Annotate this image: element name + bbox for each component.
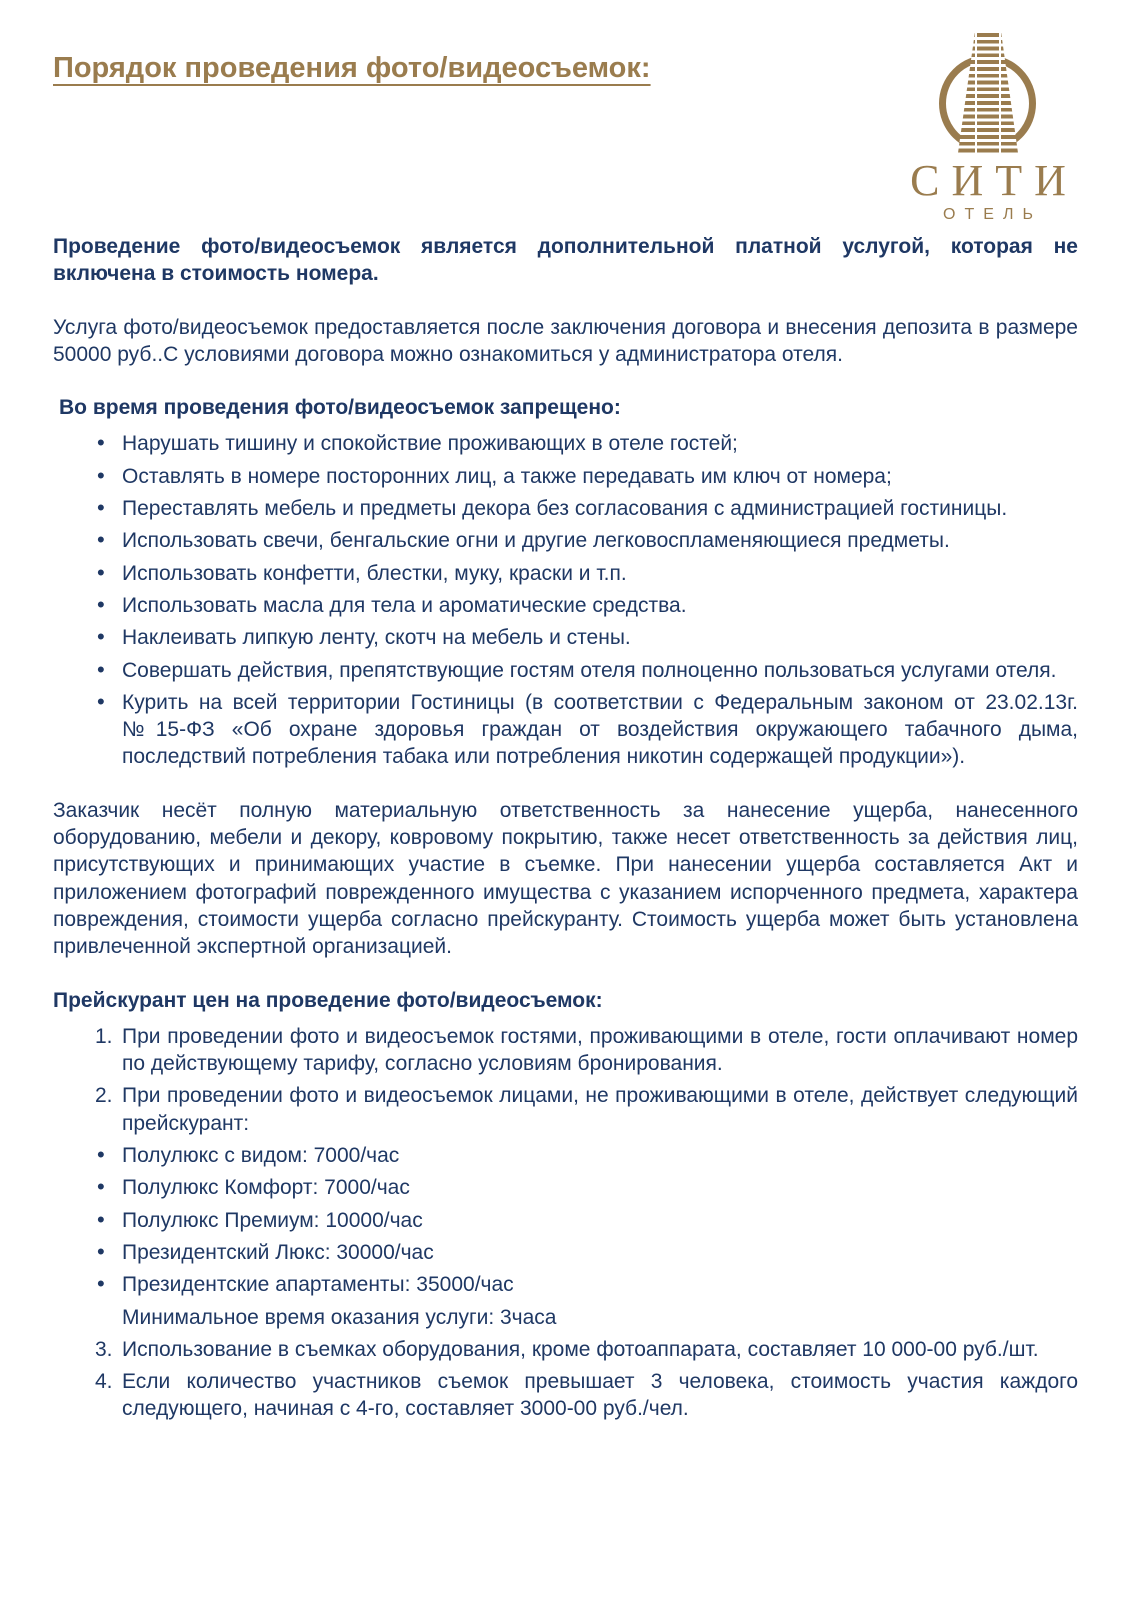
rate-item: • Полулюкс Премиум: 10000/час (95, 1207, 1078, 1234)
rate-item: • Полулюкс Комфорт: 7000/час (95, 1174, 1078, 1201)
numbered-item (95, 1082, 1078, 1137)
rate-item: • Президентские апартаменты: 35000/час (95, 1271, 1078, 1298)
list-item: • Наклеивать липкую ленту, скотч на мебель и стены. (95, 624, 1078, 651)
item-text: Использование в съемках оборудования, кроме фотоаппарата, составляет 10 000-00 руб./шт. (122, 1337, 1039, 1361)
page-title: Порядок проведения фото/видеосъемок: (53, 52, 651, 84)
logo-tower (958, 33, 1018, 153)
item-text: Если количество участников съемок превышает 3 человека, стоимость участия каждого следующего, начиная с 4-го, составляет 3000-00 руб./чел. (122, 1370, 1078, 1421)
pricelist-numbered-list-rest (53, 1336, 1078, 1423)
logo-tower-edge (975, 33, 977, 153)
item-text: При проведении фото и видеосъемок лицами, не проживающими в отеле, действует следующий прейскурант: (122, 1084, 1078, 1135)
skyscraper-in-circle-icon (928, 33, 1048, 153)
prohibited-list (53, 430, 1078, 770)
item-number: 1. (95, 1024, 113, 1048)
list-item: • Нарушать тишину и спокойствие проживающих в отеле гостей; (95, 430, 1078, 457)
minimum-time-note: Минимальное время оказания услуги: 3часа (122, 1305, 557, 1329)
logo-hotel-subtitle: ОТЕЛЬ (943, 206, 1042, 223)
intro-lead-paragraph: Проведение фото/видеосъемок является дополнительной платной услугой, которая не включена в стоимость номера. (53, 235, 1078, 286)
list-item: • Использовать свечи, бенгальские огни и другие легковоспламеняющиеся предметы. (95, 527, 1078, 554)
rate-item: • Полулюкс с видом: 7000/час (95, 1142, 1078, 1169)
list-item: • Использовать конфетти, блестки, муку, краски и т.п. (95, 560, 1078, 587)
item-number: 4. (95, 1370, 113, 1394)
pricelist-heading: Прейскурант цен на проведение фото/видеосъемок: (53, 988, 603, 1012)
list-item: • Совершать действия, препятствующие гостям отеля полноценно пользоваться услугами отеля. (95, 657, 1078, 684)
item-text: При проведении фото и видеосъемок гостями, проживающими в отеле, гости оплачивают номер по действующему тарифу, согласно условиям бронирования. (122, 1024, 1078, 1076)
logo-hotel-name: СИТИ (910, 156, 1078, 205)
logo-tower-edge (999, 33, 1001, 153)
liability-paragraph: Заказчик несёт полную материальную ответственность за нанесение ущерба, нанесенного оборудованию, мебели и декору, ковровому покрытию, также несет ответственность за действия лиц, присутствующих и принимающих участие в съемке. При нанесении ущерба составляется Акт и приложением фотографий поврежденного имущества с указанием испорченного предмета, характера повреждения, стоимости ущерба согласно прейскуранту. Стоимость ущерба может быть установлена привлеченной экспертной организацией. (53, 798, 1078, 959)
hotel-logo (893, 33, 1083, 223)
item-number: 2. (95, 1084, 113, 1108)
numbered-item (95, 1336, 1078, 1363)
list-item: • Использовать масла для тела и ароматические средства. (95, 592, 1078, 619)
list-item: • Курить на всей территории Гостиницы (в соответствии с Федеральным законом от 23.02.13г.№15-ФЗ «Об охране здоровья граждан от воздействия окружающего табачного дыма, последствий потребления табака или потребления никотин содержащей продукции»). (95, 689, 1078, 771)
list-item: • Переставлять мебель и предметы декора без согласования с администрацией гостиницы. (95, 495, 1078, 522)
room-rates-list (53, 1142, 1078, 1298)
rate-item: • Президентский Люкс: 30000/час (95, 1239, 1078, 1266)
list-item: • Оставлять в номере посторонних лиц, а также передавать им ключ от номера; (95, 463, 1078, 490)
deposit-paragraph: Услуга фото/видеосъемок предоставляется после заключения договора и внесения депозита в размере 50000 руб..С условиями договора можно ознакомиться у администратора отеля. (53, 315, 1078, 366)
numbered-item (95, 1023, 1078, 1078)
item-number: 3. (95, 1337, 113, 1361)
prohibited-heading: Во время проведения фото/видеосъемок запрещено: (59, 396, 621, 420)
numbered-item (95, 1368, 1078, 1423)
pricelist-numbered-list (53, 1023, 1078, 1137)
